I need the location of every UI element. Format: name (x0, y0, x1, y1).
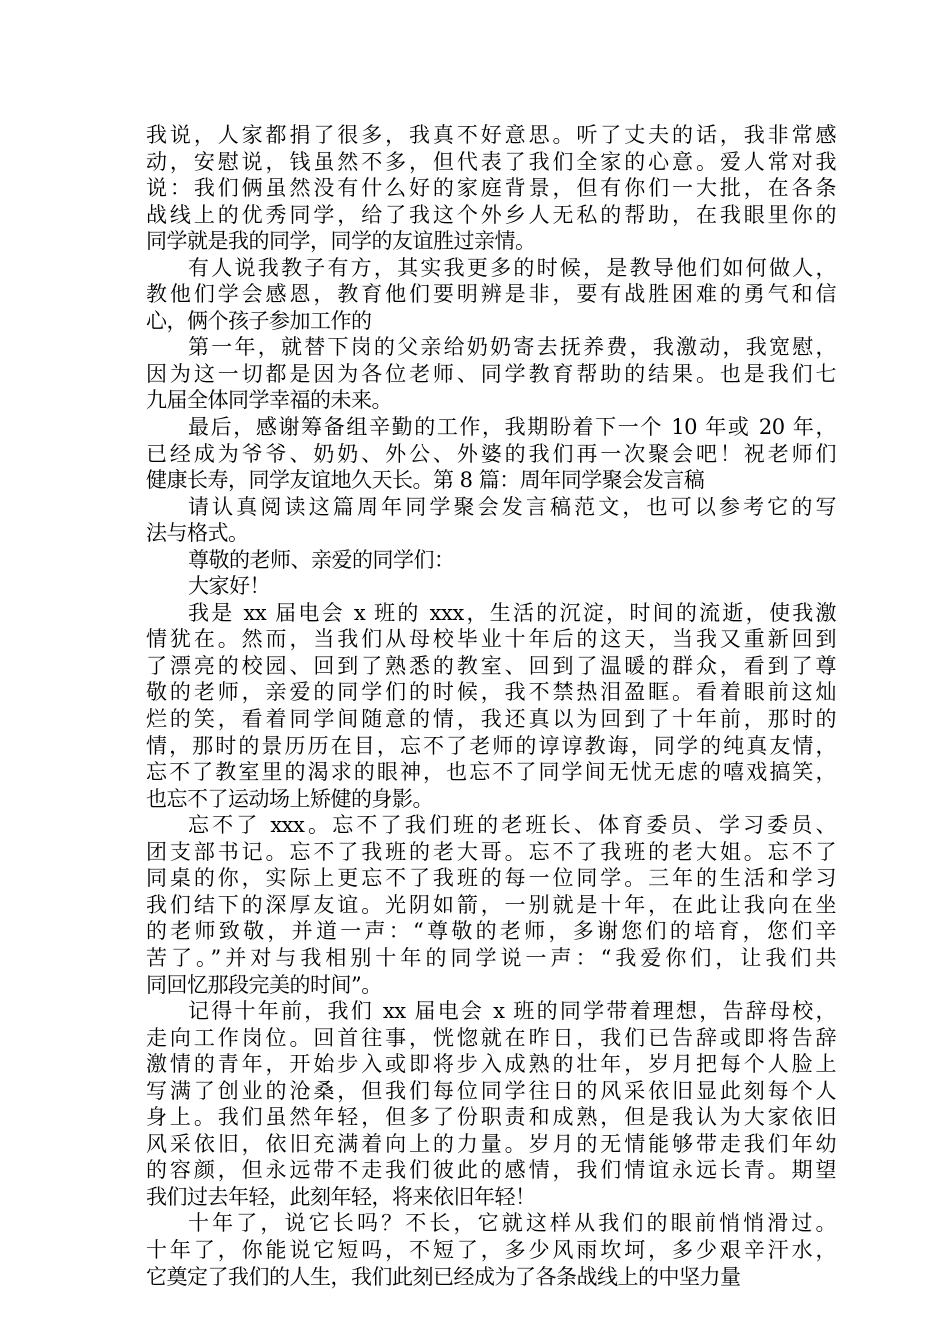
text-line: 尊敬的老师、亲爱的同学们： (188, 547, 455, 572)
text-line: 记得十年前，我们 xx 届电会 x 班的同学带着理想，告辞母校， (188, 999, 836, 1024)
text-line: 十年了，你能说它短吗，不短了，多少风雨坎坷，多少艰辛汗水， (146, 1237, 836, 1262)
text-line: 身上。我们虽然年轻，但多了份职责和成熟，但是我认为大家依旧 (146, 1105, 836, 1130)
text-line: 风采依旧，依旧充满着向上的力量。岁月的无情能够带走我们年幼 (146, 1131, 836, 1156)
text-line: 同回忆那段完美的时间”。 (146, 972, 382, 997)
text-line: 九届全体同学幸福的未来。 (146, 388, 392, 413)
text-line: 走向工作岗位。回首往事，恍惚就在昨日，我们已告辞或即将告辞 (146, 1025, 836, 1050)
text-line: 我说，人家都捐了很多，我真不好意思。听了丈夫的话，我非常感 (146, 123, 836, 147)
paragraph (146, 547, 836, 574)
text-line: 因为这一切都是因为各位老师、同学教育帮助的结果。也是我们七 (146, 361, 836, 386)
text-line: 教他们学会感恩，教育他们要明辨是非，要有战胜困难的勇气和信 (146, 282, 836, 307)
text-line: 同学就是我的同学，同学的友谊胜过亲情。 (146, 229, 536, 254)
paragraph (146, 255, 836, 335)
text-line: 写满了创业的沧桑，但我们每位同学往日的风采依旧显此刻每个人 (146, 1078, 836, 1103)
text-line: 动，安慰说，钱虽然不多，但代表了我们全家的心意。爱人常对我 (146, 149, 836, 174)
text-line: 健康长寿，同学友谊地久天长。第 8 篇：周年同学聚会发言稿 (146, 468, 705, 493)
text-line: 说：我们俩虽然没有什么好的家庭背景，但有你们一大批，在各条 (146, 176, 836, 201)
text-line: 十年了，说它长吗？不长，它就这样从我们的眼前悄悄滑过。 (188, 1211, 836, 1236)
paragraph (146, 998, 836, 1210)
text-line: 战线上的优秀同学，给了我这个外乡人无私的帮助，在我眼里你的 (146, 202, 836, 227)
paragraph (146, 812, 836, 998)
text-line: 已经成为爷爷、奶奶、外公、外婆的我们再一次聚会吧！祝老师们 (146, 441, 836, 466)
text-line: 有人说我教子有方，其实我更多的时候，是教导他们如何做人， (188, 255, 836, 280)
text-line: 烂的笑，看着同学间随意的情，我还真以为回到了十年前，那时的 (146, 707, 836, 732)
text-line: 情，那时的景历历在目，忘不了老师的谆谆教诲，同学的纯真友情， (146, 733, 836, 758)
text-line: 法与格式。 (146, 521, 249, 546)
paragraph (146, 414, 836, 494)
paragraph (146, 600, 836, 812)
text-line: 的老师致敬，并道一声：“尊敬的老师，多谢您们的培育，您们辛 (146, 919, 836, 944)
text-line: 忘不了 xxx。忘不了我们班的老班长、体育委员、学习委员、 (188, 813, 836, 838)
text-line: 我们过去年轻，此刻年轻，将来依旧年轻！ (146, 1184, 536, 1209)
text-line: 团支部书记。忘不了我班的老大哥。忘不了我班的老大姐。忘不了 (146, 839, 836, 864)
text-line: 它奠定了我们的人生，我们此刻已经成为了各条战线上的中坚力量 (146, 1264, 741, 1289)
text-line: 大家好！ (188, 574, 270, 599)
text-line: 激情的青年，开始步入或即将步入成熟的壮年，岁月把每个人脸上 (146, 1052, 836, 1077)
text-line: 请认真阅读这篇周年同学聚会发言稿范文，也可以参考它的写 (188, 494, 836, 519)
paragraph (146, 334, 836, 414)
paragraph (146, 122, 836, 255)
text-line: 情犹在。然而，当我们从母校毕业十年后的这天，当我又重新回到 (146, 627, 836, 652)
text-line: 苦了。”并对与我相别十年的同学说一声：“我爱你们，让我们共 (146, 945, 836, 970)
text-line: 我们结下的深厚友谊。光阴如箭，一别就是十年，在此让我向在坐 (146, 892, 836, 917)
text-line: 也忘不了运动场上矫健的身影。 (146, 786, 433, 811)
text-line: 第一年，就替下岗的父亲给奶奶寄去抚养费，我激动，我宽慰， (188, 335, 836, 360)
text-line: 的容颜，但永远带不走我们彼此的感情，我们情谊永远长青。期望 (146, 1158, 836, 1183)
text-line: 同桌的你，实际上更忘不了我班的每一位同学。三年的生活和学习 (146, 866, 836, 891)
text-line: 心，俩个孩子参加工作的 (146, 308, 372, 333)
text-line: 我是 xx 届电会 x 班的 xxx，生活的沉淀，时间的流逝，使我激 (188, 600, 836, 625)
paragraph (146, 494, 836, 547)
paragraph (146, 1210, 836, 1290)
text-line: 了漂亮的校园、回到了熟悉的教室、回到了温暖的群众，看到了尊 (146, 653, 836, 678)
text-line: 最后，感谢筹备组辛勤的工作，我期盼着下一个 10 年或 20 年， (188, 415, 836, 440)
document-page (146, 122, 836, 1290)
paragraph (146, 573, 836, 600)
text-line: 忘不了教室里的渴求的眼神，也忘不了同学间无忧无虑的嘻戏搞笑， (146, 760, 836, 785)
text-line: 敬的老师，亲爱的同学们的时候，我不禁热泪盈眶。看着眼前这灿 (146, 680, 836, 705)
